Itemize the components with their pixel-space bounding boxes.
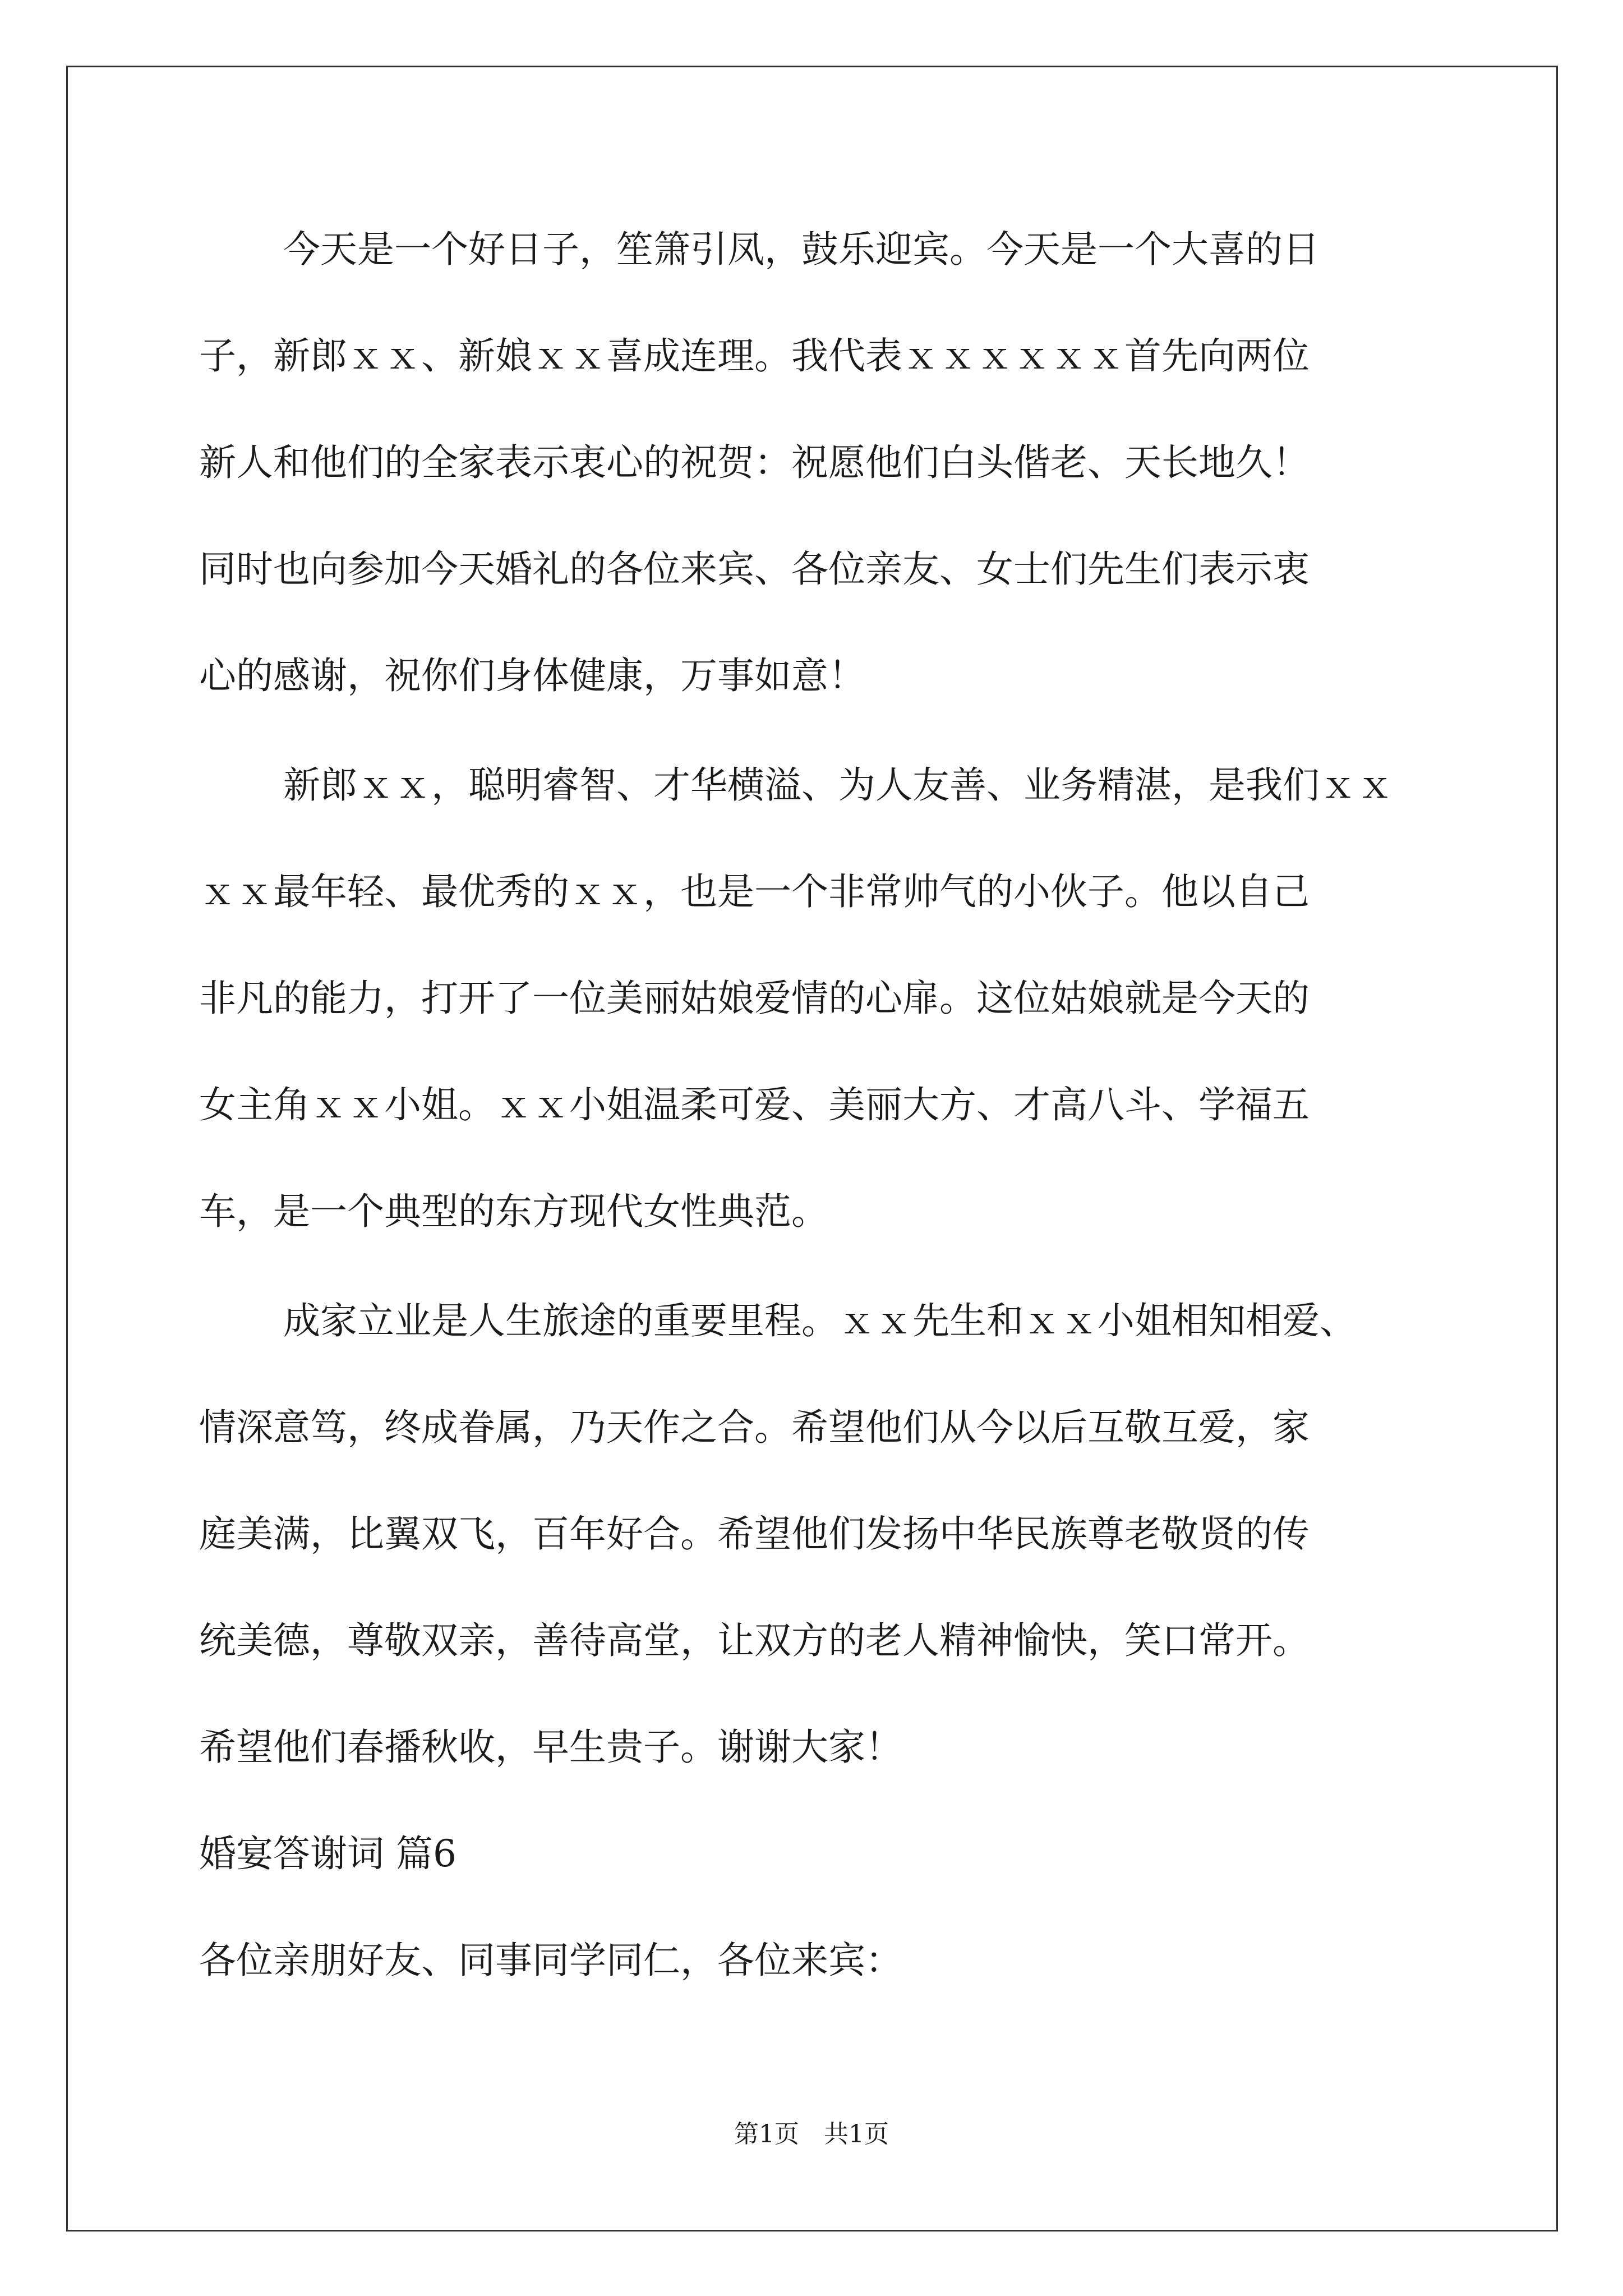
page-footer: 第1页 共1页 <box>734 2120 889 2148</box>
paragraph-2-line-2: ｘｘ最年轻、最优秀的ｘｘ，也是一个非常帅气的小伙子。他以自己 <box>199 870 1310 913</box>
paragraph-1-line-4: 同时也向参加今天婚礼的各位来宾、各位亲友、女士们先生们表示衷 <box>199 547 1310 591</box>
paragraph-1-line-3: 新人和他们的全家表示衷心的祝贺：祝愿他们白头偕老、天长地久！ <box>199 441 1310 484</box>
paragraph-2-line-5: 车，是一个典型的东方现代女性典范。 <box>199 1190 828 1233</box>
paragraph-3-line-2: 情深意笃，终成眷属，乃天作之合。希望他们从今以后互敬互爱，家 <box>199 1406 1310 1449</box>
paragraph-3-line-1: 成家立业是人生旅途的重要里程。ｘｘ先生和ｘｘ小姐相知相爱、 <box>283 1299 1357 1342</box>
page-border <box>66 66 1558 2231</box>
paragraph-2-line-3: 非凡的能力，打开了一位美丽姑娘爱情的心扉。这位姑娘就是今天的 <box>199 977 1310 1020</box>
paragraph-1-line-5: 心的感谢，祝你们身体健康，万事如意！ <box>199 654 865 697</box>
section-heading: 婚宴答谢词 篇6 <box>199 1832 457 1875</box>
paragraph-2-line-1: 新郎ｘｘ，聪明睿智、才华横溢、为人友善、业务精湛，是我们ｘｘ <box>283 763 1394 807</box>
paragraph-1-line-1: 今天是一个好日子，笙箫引凤，鼓乐迎宾。今天是一个大喜的日 <box>283 228 1320 271</box>
paragraph-3-line-3: 庭美满，比翼双飞，百年好合。希望他们发扬中华民族尊老敬贤的传 <box>199 1512 1310 1556</box>
paragraph-1-line-2: 子，新郎ｘｘ、新娘ｘｘ喜成连理。我代表ｘｘｘｘｘｘ首先向两位 <box>199 334 1310 378</box>
paragraph-3-line-5: 希望他们春播秋收，早生贵子。谢谢大家！ <box>199 1726 902 1769</box>
salutation: 各位亲朋好友、同事同学同仁，各位来宾： <box>199 1939 902 1982</box>
paragraph-3-line-4: 统美德，尊敬双亲，善待高堂，让双方的老人精神愉快，笑口常开。 <box>199 1619 1310 1662</box>
paragraph-2-line-4: 女主角ｘｘ小姐。ｘｘ小姐温柔可爱、美丽大方、才高八斗、学福五 <box>199 1083 1310 1126</box>
